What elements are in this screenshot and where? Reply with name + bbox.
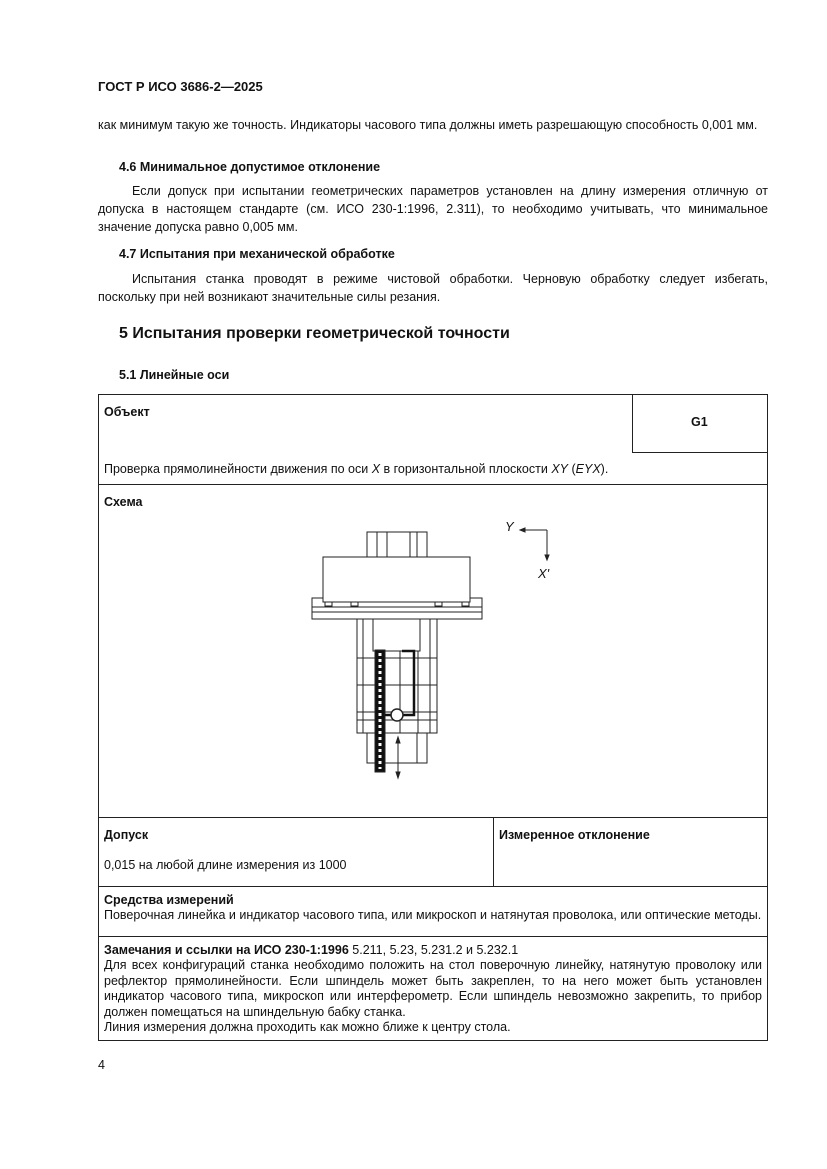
dial-indicator	[391, 709, 403, 721]
notes-label: Замечания и ссылки на ИСО 230-1:1996	[104, 943, 349, 957]
notes-text-2: Линия измерения должна проходить как можно ближе к центру стола.	[104, 1020, 511, 1034]
tolerance-label: Допуск	[104, 828, 149, 842]
means-label: Средства измерений	[104, 893, 234, 907]
axis-label-y: Y	[505, 519, 514, 534]
error-eyx: EYX	[575, 462, 601, 476]
object-text-part: в горизонтальной плоскости	[380, 462, 552, 476]
notes-text: Для всех конфигураций станка необходимо положить на стол поверочную линейку, натянутую проволоку или рефлектор прямолинейности. Если шпиндель может быть закреплен, то на него может быть установлен индикатор часового типа, микроскоп или интерферометр. Если шпиндель невозможно закрепить, то прибор должен помещаться на шпиндельную бабку станка.	[104, 958, 762, 1019]
section-4-7-text: Испытания станка проводят в режиме чистовой обработки. Черновую обработку следует избегать, поскольку при ней возникают значительные силы резания.	[98, 272, 768, 304]
plane-xy: XY	[551, 462, 568, 476]
spindle-head	[367, 532, 427, 557]
tolerance-value: 0,015 на любой длине измерения из 1000	[104, 858, 347, 872]
page-number: 4	[98, 1058, 105, 1072]
measured-deviation-label: Измеренное отклонение	[499, 828, 650, 842]
carriage	[373, 619, 420, 651]
straightedge	[375, 650, 385, 772]
workpiece-table	[323, 557, 470, 602]
notes-heading	[104, 943, 518, 957]
axis-label-x: X'	[538, 566, 550, 581]
object-text-part: Проверка прямолинейности движения по оси	[104, 462, 372, 476]
test-code: G1	[691, 415, 708, 429]
notes-refs: 5.211, 5.23, 5.231.2 и 5.232.1	[348, 943, 519, 957]
section-5-title: 5 Испытания проверки геометрической точности	[119, 325, 510, 342]
paragraph: как минимум такую же точность. Индикаторы часового типа должны иметь разрешающую способность 0,001 мм.	[98, 118, 758, 132]
axis-x: X	[371, 462, 381, 476]
section-5-1-title: 5.1 Линейные оси	[119, 368, 230, 382]
section-4-6-title: 4.6 Минимальное допустимое отклонение	[119, 160, 381, 174]
section-4-6-text: Если допуск при испытании геометрических параметров установлен на длину измерения отличную от допуска в настоящем стандарте (см. ИСО 230-1:1996, 2.311), то необходимо учитывать, что минимальное значение допуска равно 0,005 мм.	[98, 184, 768, 234]
object-label: Объект	[104, 405, 150, 419]
scheme-label: Схема	[104, 495, 143, 509]
means-text: Поверочная линейка и индикатор часового типа, или микроскоп и натянутая проволока, или оптические методы.	[104, 908, 762, 922]
document-header: ГОСТ Р ИСО 3686-2—2025	[98, 79, 263, 94]
scheme-diagram	[290, 515, 570, 780]
object-text: Проверка прямолинейности движения по оси X в горизонтальной плоскости XY (EYX).	[104, 462, 609, 476]
section-4-7-title: 4.7 Испытания при механической обработке	[119, 247, 395, 261]
